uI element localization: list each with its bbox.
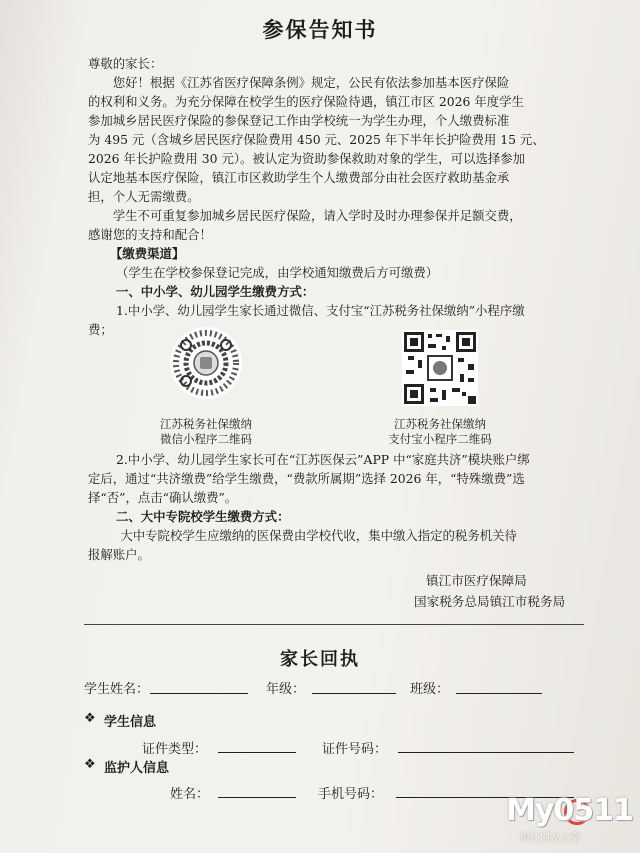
class-field[interactable] [456,693,542,694]
guardian-name-field[interactable] [218,797,296,798]
section1-item1-cont: 费； [88,322,113,337]
diamond-bullet-icon: ❖ [84,757,96,772]
wechat-qr-caption-1: 江苏税务社保缴纳 [160,417,252,431]
section2-text: 大中专院校学生应缴纳的医保费由学校代收，集中缴入指定的税务机关待 [108,528,517,543]
alipay-qr-caption-2: 支付宝小程序二维码 [388,432,492,446]
class-label: 班级： [410,682,450,697]
document-title: 参保告知书 [262,17,378,42]
id-number-label: 证件号码： [322,742,388,757]
signer-medical-bureau: 镇江市医疗保障局 [426,573,527,588]
guardian-info-heading: 监护人信息 [104,761,170,776]
student-name-label: 学生姓名： [84,682,150,697]
alipay-qr-icon [402,330,478,406]
body-line: 您好！根据《江苏省医疗保障条例》规定，公民有依法参加基本医疗保险 [88,75,510,90]
id-type-label: 证件类型： [142,742,208,757]
body-line: 为 495 元（含城乡居民医疗保险费用 450 元、2025 年下半年长护险费用 15 元、 [88,132,545,147]
watermark-tagline: 镇江网友之家 [520,833,580,844]
guardian-name-label: 姓名： [170,787,210,802]
body-line: 学生不可重复参加城乡居民医疗保险，请入学时及时办理参保并足额交费， [88,208,522,223]
alipay-qr-caption-1: 江苏税务社保缴纳 [394,417,486,431]
id-number-field[interactable] [398,752,574,753]
section1-heading: 一、中小学、幼儿园学生缴费方式： [116,284,315,299]
receipt-title: 家长回执 [280,649,360,670]
wechat-qr-icon [168,325,244,401]
grade-label: 年级： [266,682,306,697]
body-line: 2026 年长护险费用 30 元）。被认定为资助参保救助对象的学生，可以选择参加 [88,151,526,166]
section2-heading: 二、大中专院校学生缴费方式： [116,509,290,524]
body-line: 感谢您的支持和配合！ [88,227,212,242]
section2-text-cont: 报解账户。 [88,547,150,562]
wechat-qr-caption-2: 微信小程序二维码 [160,432,252,446]
student-name-field[interactable] [150,693,248,694]
signer-tax-bureau: 国家税务总局镇江市税务局 [414,594,566,609]
id-type-field[interactable] [218,752,296,753]
site-watermark-logo [506,793,633,845]
section1-item2: 2.中小学、幼儿园学生家长可在“江苏医保云”APP 中“家庭共济”模块账户绑 [116,452,530,467]
body-line: 认定地基本医疗保险，镇江市区救助学生个人缴费部分由社会医疗救助基金承 [88,170,510,185]
grade-field[interactable] [312,693,396,694]
channel-note: （学生在学校参保登记完成，由学校通知缴费后方可缴费） [116,265,439,280]
section1-item2-cont: 定后，通过“共济缴费”给学生缴费，“费款所属期”选择 2026 年，“特殊缴费”选 [88,471,525,486]
phone-label: 手机号码： [318,787,384,802]
body-line: 参加城乡居民医疗保险的参保登记工作由学校统一为学生办理，个人缴费标准 [88,113,510,128]
watermark-brand: My0511 [506,793,633,828]
channel-heading: 【缴费渠道】 [110,246,185,261]
divider [84,624,584,625]
diamond-bullet-icon: ❖ [84,711,96,726]
section1-item1: 1.中小学、幼儿园学生家长通过微信、支付宝“江苏税务社保缴纳”小程序缴 [116,303,525,318]
body-line: 尊敬的家长： [88,56,163,71]
section1-item2-cont: 择“否”，点击“确认缴费”。 [88,490,238,505]
student-info-heading: 学生信息 [104,715,157,730]
body-line: 担，个人无需缴费。 [88,189,200,204]
body-line: 的权利和义务。为充分保障在校学生的医疗保险待遇，镇江市区 2026 年度学生 [88,94,524,109]
